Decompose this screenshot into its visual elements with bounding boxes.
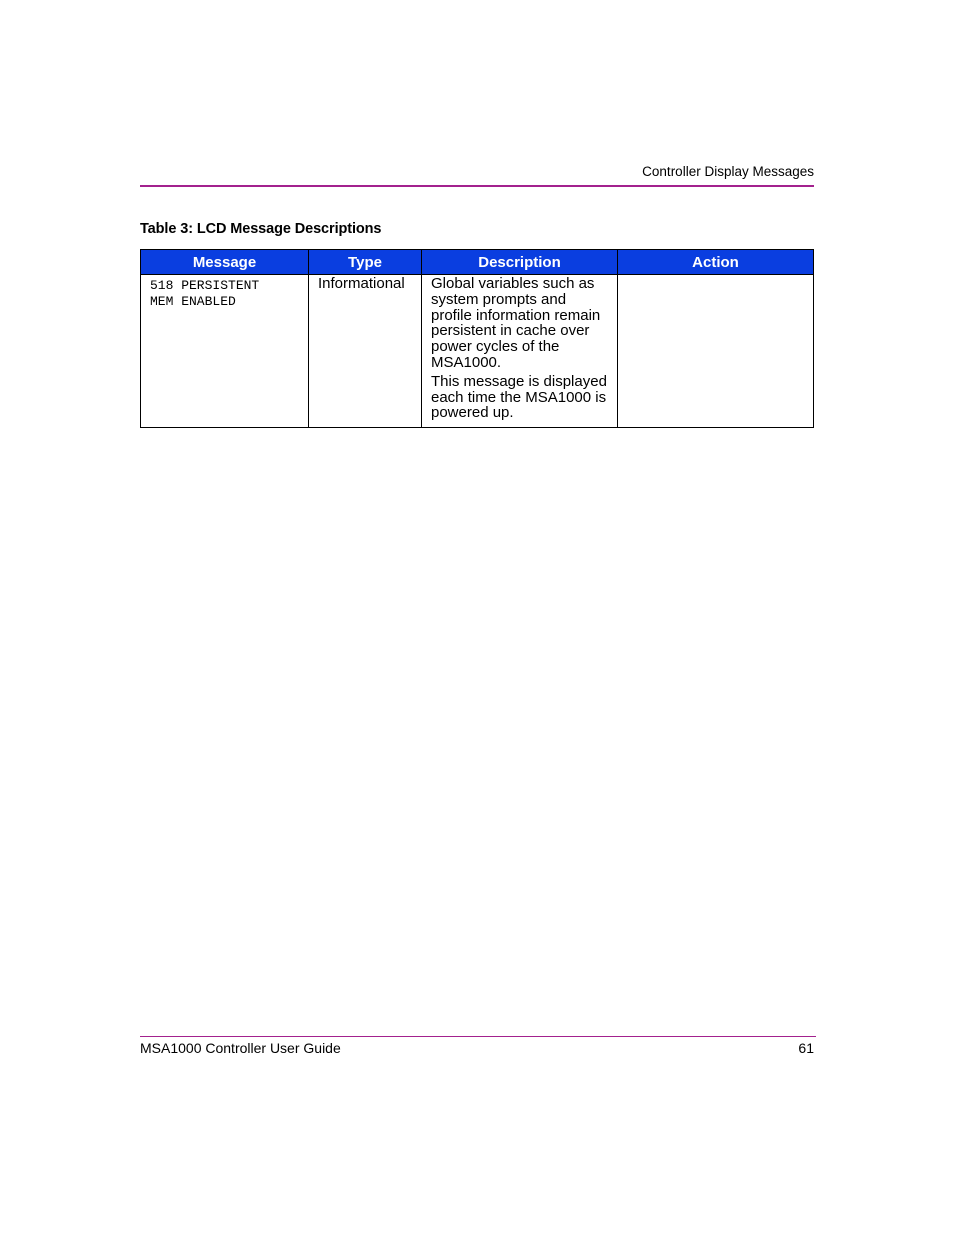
column-header-message: Message (141, 250, 309, 275)
table-caption: Table 3: LCD Message Descriptions (140, 221, 382, 237)
column-header-action: Action (618, 250, 814, 275)
message-cell (141, 275, 309, 428)
table-row (141, 275, 814, 428)
type-cell (309, 275, 422, 428)
action-cell (618, 275, 814, 428)
running-header: Controller Display Messages (642, 164, 814, 179)
description-paragraph: Global variables such as system prompts and profile information remain persistent in cache over power cycles of the MSA1000. (431, 275, 601, 371)
table-header-row (141, 250, 814, 275)
column-header-description: Description (422, 250, 618, 275)
description-paragraph: This message is displayed each time the MSA1000 is powered up. (431, 372, 607, 422)
footer-guide-title: MSA1000 Controller User Guide (140, 1040, 341, 1056)
header-rule (140, 185, 814, 187)
footer-rule (140, 1036, 816, 1037)
message-type: Informational (318, 275, 405, 292)
lcd-message-table (140, 249, 814, 428)
action-text (618, 275, 813, 276)
description-cell (422, 275, 618, 428)
column-header-type: Type (309, 250, 422, 275)
page-number: 61 (798, 1040, 814, 1056)
message-code: 518 PERSISTENT MEM ENABLED (150, 278, 260, 309)
